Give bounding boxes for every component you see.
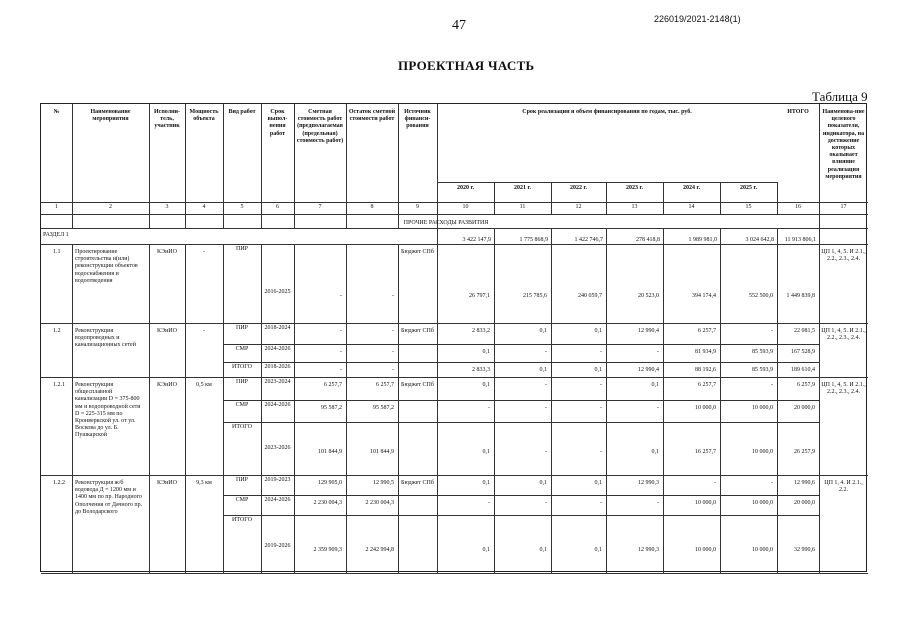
balance-value: - xyxy=(392,367,394,373)
estimate-value: 2 230 004,3 xyxy=(313,500,342,506)
section-title: ПРОЧИЕ РАСХОДЫ РАЗВИТИЯ xyxy=(403,220,489,226)
document-id: 226019/2021-2148(1) xyxy=(654,14,741,24)
estimate-value: - xyxy=(340,328,342,334)
item-executor: КЭиИО xyxy=(157,382,177,388)
razdel-value: 3 422 147,9 xyxy=(462,237,491,243)
item-name: Проектирование строительства и(или) реконструкции объектов водоснабжения и водоотведения xyxy=(75,249,138,284)
estimate-value: 101 844,9 xyxy=(318,449,342,455)
header-year-2022: 2022 г. xyxy=(569,185,588,191)
column-number: 7 xyxy=(318,204,322,210)
header-bottom-line xyxy=(41,202,868,203)
column-number: 12 xyxy=(575,204,582,210)
subrow-line xyxy=(223,495,819,496)
table-label: Таблица 9 xyxy=(812,89,868,104)
year-value: 10 000,0 xyxy=(752,449,773,455)
year-value: 10 000,0 xyxy=(695,405,716,411)
header-band-line xyxy=(437,182,777,183)
subrow-line xyxy=(223,422,819,423)
item-name: Реконструкция ж/б водовода Д = 1200 мм и 1400 мм по пр. Народного Ополчения от Дачного пр. до Володарского xyxy=(75,480,143,515)
balance-value: 95 587,2 xyxy=(373,405,394,411)
item-indicator: ЦП 1, 4, 5. И 2.1., 2.2., 2.3., 2.4. xyxy=(821,249,866,263)
estimate-value: 129 905,0 xyxy=(318,480,342,486)
year-value: 215 785,6 xyxy=(523,293,547,299)
work-type: СМР xyxy=(235,497,249,503)
header-year-2021: 2021 г. xyxy=(513,185,532,191)
work-type: ПИР xyxy=(235,325,248,331)
year-value: - xyxy=(600,349,602,355)
year-value: - xyxy=(545,382,547,388)
header-year-2025: 2025 г. xyxy=(739,185,758,191)
year-value: - xyxy=(657,349,659,355)
year-value: 12 990,3 xyxy=(638,547,659,553)
year-value: 26 797,1 xyxy=(469,293,490,299)
year-value: - xyxy=(545,349,547,355)
header-years-group: Срок реализации и объем финансирования по годам, тыс. руб. xyxy=(522,109,692,115)
column-line xyxy=(294,244,295,573)
column-number: 11 xyxy=(519,204,526,210)
item-capacity: - xyxy=(203,328,205,334)
work-type: ПИР xyxy=(235,379,248,385)
header-name: Наименование мероприятия xyxy=(90,109,131,123)
year-value: - xyxy=(545,405,547,411)
subrow-line xyxy=(223,344,819,345)
row-total: 26 257,9 xyxy=(794,449,815,455)
header-estimate: Сметная стоимость работ (предполагаемая (предельная) стоимость работ) xyxy=(296,109,344,144)
item-indicator: ЦП 1, 4, 5. И 2.1., 2.2., 2.3., 2.4. xyxy=(821,382,866,396)
column-number: 14 xyxy=(688,204,695,210)
year-value: - xyxy=(600,382,602,388)
column-number: 6 xyxy=(276,204,279,210)
work-type: ИТОГО xyxy=(232,424,252,430)
item-source: Бюджет СПб xyxy=(401,480,434,486)
item-capacity: 0,5 км xyxy=(196,382,212,388)
item-number: 1.2.2 xyxy=(53,480,65,486)
section-line xyxy=(41,228,868,229)
header-balance: Остаток сметной стоимости работ xyxy=(348,109,396,123)
item-capacity: 9,3 км xyxy=(196,480,212,486)
row-total: 189 610,4 xyxy=(791,367,815,373)
column-number: 4 xyxy=(202,204,206,210)
column-number: 8 xyxy=(370,204,374,210)
year-value: 552 500,0 xyxy=(749,293,773,299)
year-value: 0,1 xyxy=(594,480,602,486)
column-line xyxy=(223,244,224,573)
column-number: 1 xyxy=(55,204,58,210)
subrow-line xyxy=(223,515,819,516)
header-num: № xyxy=(53,109,60,115)
column-number: 15 xyxy=(745,204,752,210)
work-period: 2024-2026 xyxy=(264,402,291,408)
year-value: 6 257,7 xyxy=(698,328,716,334)
page-number: 47 xyxy=(452,18,466,33)
balance-value: 2 242 994,8 xyxy=(365,547,394,553)
year-value: - xyxy=(771,328,773,334)
column-line xyxy=(819,228,820,573)
year-value: - xyxy=(657,500,659,506)
item-source: Бюджет СПб xyxy=(401,249,434,255)
year-value: 10 000,0 xyxy=(752,547,773,553)
razdel-value: 11 913 806,1 xyxy=(784,237,816,243)
year-value: 20 523,0 xyxy=(638,293,659,299)
item-capacity: - xyxy=(203,249,205,255)
row-total: 22 081,5 xyxy=(794,328,815,334)
column-line xyxy=(398,244,399,573)
year-value: - xyxy=(545,500,547,506)
estimate-value: 95 587,2 xyxy=(321,405,342,411)
row-total: 32 990,6 xyxy=(794,547,815,553)
year-value: - xyxy=(488,405,490,411)
page-heading: ПРОЕКТНАЯ ЧАСТЬ xyxy=(398,58,535,73)
item-executor: КЭиИО xyxy=(157,249,177,255)
razdel-value: 278 418,8 xyxy=(636,237,660,243)
balance-value: 12 990,5 xyxy=(373,480,394,486)
year-value: 0,1 xyxy=(482,349,490,355)
item-executor: КЭиИО xyxy=(157,480,177,486)
year-value: 0,1 xyxy=(651,382,659,388)
year-value: - xyxy=(714,480,716,486)
year-value: 6 257,7 xyxy=(698,382,716,388)
subrow-line xyxy=(223,362,819,363)
work-type: СМР xyxy=(235,346,249,352)
financing-table xyxy=(40,103,867,572)
year-value: - xyxy=(600,405,602,411)
year-value: - xyxy=(600,500,602,506)
item-executor: КЭиИО xyxy=(157,328,177,334)
header-total: ИТОГО xyxy=(787,109,809,115)
year-value: - xyxy=(657,405,659,411)
year-value: 88 192,6 xyxy=(695,367,716,373)
subrow-line xyxy=(223,400,819,401)
work-period: 2018-2026 xyxy=(264,364,291,370)
year-value: 81 934,9 xyxy=(695,349,716,355)
year-value: 85 593,9 xyxy=(752,367,773,373)
year-value: - xyxy=(771,480,773,486)
header-year-2024: 2024 г. xyxy=(682,185,701,191)
year-value: 2 833,3 xyxy=(472,367,490,373)
column-number: 13 xyxy=(631,204,638,210)
item-name: Реконструкция общесплавной канализации D = 375-800 мм и водопроводной сети D = 225-315 мм по Кронверкской ул. от ул. Воскова до ул. Б. Пушкарской xyxy=(75,382,141,439)
estimate-value: - xyxy=(340,349,342,355)
work-type: ПИР xyxy=(235,246,248,252)
year-value: 0,1 xyxy=(651,449,659,455)
header-source: Источник финанси-рования xyxy=(404,109,431,130)
column-number: 17 xyxy=(840,204,847,210)
year-value: 0,1 xyxy=(594,367,602,373)
razdel-value: 3 024 642,8 xyxy=(745,237,774,243)
year-value: - xyxy=(600,449,602,455)
year-value: - xyxy=(488,500,490,506)
year-value: 16 257,7 xyxy=(695,449,716,455)
header-work-type: Вид работ xyxy=(228,109,256,115)
item-number: 1.2 xyxy=(53,328,61,334)
item-source: Бюджет СПб xyxy=(401,328,434,334)
razdel-label: РАЗДЕЛ 1 xyxy=(43,232,69,238)
item-indicator: ЦП 1, 4, 5. И 2.1., 2.2., 2.3., 2.4. xyxy=(821,328,866,342)
year-value: 0,1 xyxy=(539,328,547,334)
work-period: 2024-2026 xyxy=(264,497,291,503)
row-total: 20 000,0 xyxy=(794,405,815,411)
year-value: 0,1 xyxy=(482,449,490,455)
column-number: 9 xyxy=(416,204,419,210)
header-year-2020: 2020 г. xyxy=(456,185,475,191)
work-period: 2024-2026 xyxy=(264,346,291,352)
balance-value: 101 844,9 xyxy=(370,449,394,455)
year-value: 12 990,4 xyxy=(638,328,659,334)
work-period: 2019-2026 xyxy=(264,543,291,549)
razdel-value: 1 989 981,0 xyxy=(688,237,717,243)
year-value: 0,1 xyxy=(539,367,547,373)
row-line xyxy=(41,377,868,378)
header-indicator: Наименова-ние целевого показателя, индикатора, на достижение которых оказывает влияние реализация мероприятия xyxy=(822,109,865,180)
item-name: Реконструкция водопроводных и канализационных сетей xyxy=(75,328,136,349)
year-value: - xyxy=(771,382,773,388)
year-value: 240 059,7 xyxy=(578,293,602,299)
col-numbers-line xyxy=(41,214,868,215)
item-indicator: ЦП 1, 4. И 2.1., 2.2. xyxy=(824,480,863,494)
row-total: 12 990,6 xyxy=(794,480,815,486)
year-value: 2 833,2 xyxy=(472,328,490,334)
estimate-value: - xyxy=(340,293,342,299)
estimate-value: 6 257,7 xyxy=(324,382,342,388)
row-total: 6 257,9 xyxy=(797,382,815,388)
column-number: 16 xyxy=(795,204,801,210)
work-period: 2016-2025 xyxy=(264,289,291,295)
column-line xyxy=(149,244,150,573)
year-value: 10 000,0 xyxy=(695,547,716,553)
header-capacity: Мощность объекта xyxy=(189,109,219,123)
header-executor: Исполни-тель, участник xyxy=(154,109,180,130)
year-value: 0,1 xyxy=(482,547,490,553)
column-number: 5 xyxy=(240,204,244,210)
work-period: 2023-2024 xyxy=(264,379,291,385)
item-number: 1.2.1 xyxy=(53,382,65,388)
header-period: Срок выпол-нения работ xyxy=(267,109,288,137)
column-line xyxy=(437,104,438,573)
year-value: 10 000,0 xyxy=(695,500,716,506)
row-total: 20 000,0 xyxy=(794,500,815,506)
year-value: 10 000,0 xyxy=(752,405,773,411)
balance-value: - xyxy=(392,328,394,334)
work-period: 2018-2024 xyxy=(264,325,291,331)
item-number: 1.1 xyxy=(53,249,61,255)
year-value: 12 990,3 xyxy=(638,480,659,486)
work-period: 2019-2023 xyxy=(264,477,291,483)
column-line xyxy=(185,244,186,573)
year-value: 0,1 xyxy=(539,480,547,486)
column-line xyxy=(346,244,347,573)
year-value: 0,1 xyxy=(482,480,490,486)
item-source: Бюджет СПб xyxy=(401,382,434,388)
year-value: 0,1 xyxy=(594,328,602,334)
work-type: ИТОГО xyxy=(232,364,252,370)
balance-value: 6 257,7 xyxy=(376,382,394,388)
row-total: 167 528,9 xyxy=(791,349,815,355)
year-value: 85 593,9 xyxy=(752,349,773,355)
column-number: 10 xyxy=(462,204,469,210)
year-value: 12 990,4 xyxy=(638,367,659,373)
work-period: 2023-2026 xyxy=(264,445,291,451)
estimate-value: - xyxy=(340,367,342,373)
year-value: 0,1 xyxy=(482,382,490,388)
column-line xyxy=(261,244,262,573)
razdel-value: 1 422 746,7 xyxy=(574,237,603,243)
header-year-2023: 2023 г. xyxy=(625,185,644,191)
balance-value: 2 230 004,3 xyxy=(365,500,394,506)
column-number: 2 xyxy=(109,204,112,210)
work-type: ИТОГО xyxy=(232,517,252,523)
year-value: - xyxy=(545,449,547,455)
year-value: 10 000,0 xyxy=(752,500,773,506)
row-line xyxy=(41,475,868,476)
estimate-value: 2 359 909,3 xyxy=(313,547,342,553)
razdel-value: 1 775 868,9 xyxy=(519,237,548,243)
work-type: СМР xyxy=(235,402,249,408)
row-line xyxy=(41,573,868,574)
year-value: 0,1 xyxy=(539,547,547,553)
balance-value: - xyxy=(392,293,394,299)
row-line xyxy=(41,323,868,324)
work-type: ПИР xyxy=(235,477,248,483)
year-value: 0,1 xyxy=(594,547,602,553)
balance-value: - xyxy=(392,349,394,355)
year-value: 394 174,4 xyxy=(692,293,716,299)
column-number: 3 xyxy=(165,204,169,210)
row-total: 1 449 839,8 xyxy=(786,293,815,299)
column-line xyxy=(72,244,73,573)
